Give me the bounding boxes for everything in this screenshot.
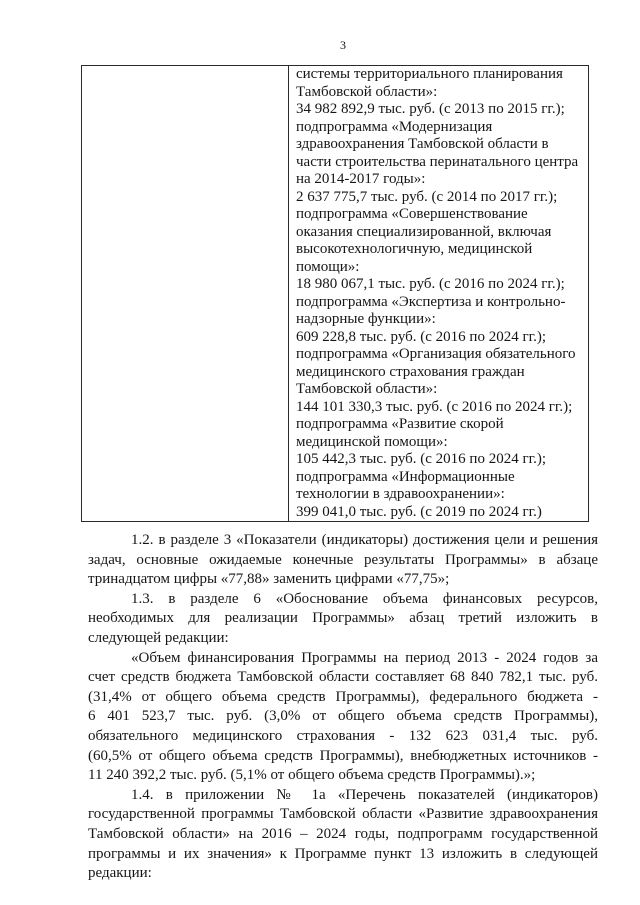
table-text-line: высокотехнологичную, медицинской [296, 241, 533, 257]
item-1-3-paragraph [88, 590, 598, 649]
paragraph-line: 1.4. в приложении № 1а «Перечень показателей (индикаторов) [131, 786, 598, 803]
table-text-line: 2 637 775,7 тыс. руб. (с 2014 по 2017 гг.); [296, 188, 558, 205]
item-1-2-paragraph [88, 531, 598, 590]
paragraph-line: задач, основные ожидаемые конечные результаты Программы» в абзаце [88, 551, 598, 568]
table-text-line: 105 442,3 тыс. руб. (с 2016 по 2024 гг.); [296, 451, 546, 467]
table-text-line: системы территориального планирования [296, 66, 563, 82]
paragraph-line: Тамбовской области» на 2016 – 2024 годы, подпрограмм государственной [88, 825, 598, 842]
table-text-line: подпрограмма «Экспертиза и контрольно- [296, 293, 566, 310]
table-text-line: подпрограмма «Организация обязательного [296, 346, 576, 362]
table-text-line: медицинского страхования граждан [296, 363, 525, 380]
paragraph-line: 1.3. в разделе 6 «Обоснование объема финансовых ресурсов, [131, 590, 598, 607]
table-text-line: Тамбовской области»: [296, 83, 438, 100]
table-text-line: оказания специализированной, включая [296, 223, 552, 240]
table-text-line: 34 982 892,9 тыс. руб. (с 2013 по 2015 гг.); [296, 101, 565, 117]
paragraph-line: редакции: [88, 865, 152, 882]
table-text-line: подпрограмма «Совершенствование [296, 206, 528, 222]
paragraph-line: государственной программы Тамбовской области «Развитие здравоохранения [88, 806, 598, 823]
paragraph-line: тринадцатом цифры «77,88» заменить цифрами «77,75»; [88, 571, 450, 588]
table-text-line: здравоохранения Тамбовской области в [296, 136, 549, 152]
table-text-line: подпрограмма «Модернизация [296, 118, 493, 135]
table-text-line: помощи»: [296, 258, 360, 275]
table-text-line: части строительства перинатального центра [296, 153, 579, 170]
paragraph-line: счет средств бюджета Тамбовской области составляет 68 840 782,1 тыс. руб. [88, 669, 598, 686]
paragraph-line: 1.2. в разделе 3 «Показатели (индикаторы) достижения цели и решения [131, 532, 598, 548]
paragraph-line: (31,4% от общего объема средств Программы), федерального бюджета - [88, 688, 598, 705]
table-left-cell [82, 66, 289, 521]
table-right-cell [289, 66, 588, 521]
table-text-line: медицинской помощи»: [296, 433, 448, 450]
table-text-line: 144 101 330,3 тыс. руб. (с 2016 по 2024 гг.); [296, 398, 573, 415]
table-text-line: Тамбовской области»: [296, 381, 438, 397]
paragraph-line: «Объем финансирования Программы на период 2013 - 2024 годов за [131, 649, 598, 666]
paragraph-line: программы и их значения» к Программе пункт 13 изложить в следующей [88, 845, 598, 862]
item-1-4-paragraph [88, 786, 598, 884]
paragraph-line: 6 401 523,7 тыс. руб. (3,0% от общего объема средств Программы), [88, 708, 598, 725]
paragraph-line: следующей редакции: [88, 629, 229, 646]
paragraph-line: обязательного медицинского страхования - 132 623 031,4 тыс. руб. [88, 727, 598, 744]
amendments-text [88, 531, 598, 884]
paragraph-line: (60,5% от общего объема средств Программы), внебюджетных источников - [88, 747, 598, 764]
table-text-line: подпрограмма «Развитие скорой [296, 416, 504, 432]
table-text-line: подпрограмма «Информационные [296, 468, 515, 485]
paragraph-line: 11 240 392,2 тыс. руб. (5,1% от общего объема средств Программы).»; [88, 767, 536, 784]
table-text-line: надзорные функции»: [296, 311, 436, 327]
continuation-table [81, 65, 589, 522]
table-text-line: 609 228,8 тыс. руб. (с 2016 по 2024 гг.); [296, 328, 546, 345]
table-text-line: 18 980 067,1 тыс. руб. (с 2016 по 2024 гг.); [296, 276, 565, 292]
table-text-line: 399 041,0 тыс. руб. (с 2019 по 2024 гг.) [296, 503, 542, 520]
page-number: 3 [340, 38, 346, 52]
paragraph-line: необходимых для реализации Программы» абзац третий изложить в [88, 610, 598, 627]
table-text-line: на 2014-2017 годы»: [296, 171, 426, 187]
quoted-financing-paragraph [88, 649, 598, 786]
table-text-line: технологии в здравоохранении»: [296, 486, 505, 502]
